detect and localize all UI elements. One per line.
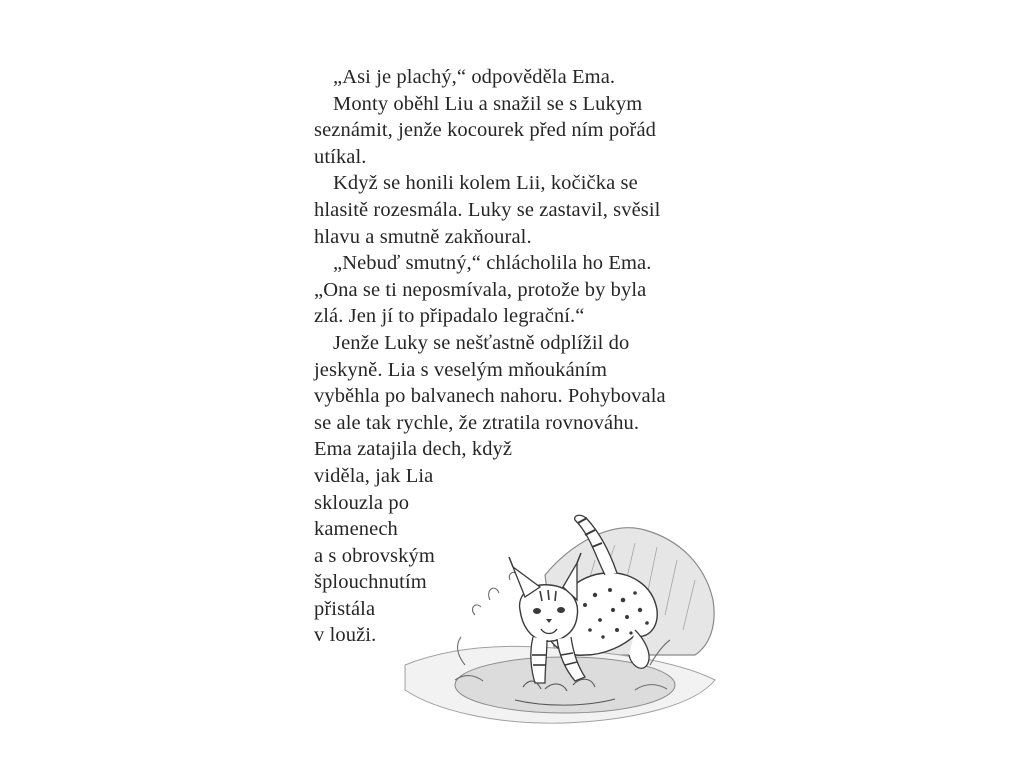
lynx-kitten-illustration [395, 505, 720, 730]
text-line: zlá. Jen jí to připadalo legrační.“ [314, 305, 585, 328]
text-line: jeskyně. Lia s veselým mňoukáním [314, 358, 607, 381]
left-ear-tuft [509, 557, 513, 567]
text-line: „Nebuď smutný,“ chlácholila ho Ema. [333, 252, 652, 275]
text-line: viděla, jak Lia [314, 464, 434, 487]
text-line: sklouzla po [314, 491, 410, 514]
text-line: utíkal. [314, 145, 367, 168]
text-line: hlasitě rozesmála. Luky se zastavil, svěsil [314, 198, 661, 221]
kitten-right-eye [557, 607, 565, 613]
text-line: se ale tak rychle, že ztratila rovnováhu. [314, 411, 640, 434]
text-line: vyběhla po balvanech nahoru. Pohybovala [314, 385, 666, 408]
text-line: seznámit, jenže kocourek před ním pořád [314, 119, 657, 142]
text-line: „Asi je plachý,“ odpověděla Ema. [333, 66, 616, 88]
text-line: Ema zatajila dech, když [314, 438, 513, 461]
text-line: Monty oběhl Liu a snažil se s Lukym [333, 92, 643, 115]
text-line: kamenech [314, 518, 398, 541]
kitten-front-leg-left [531, 637, 547, 683]
text-line: hlavu a smutně zakňoural. [314, 225, 532, 248]
text-line: v louži. [314, 624, 377, 647]
text-line: a s obrovským [314, 544, 435, 567]
kitten-left-eye [533, 608, 541, 614]
text-line: „Ona se ti neposmívala, protože by byla [314, 278, 647, 301]
text-line: Když se honili kolem Lii, kočička se [333, 172, 638, 195]
text-line: šplouchnutím [314, 571, 427, 594]
text-line: přistála [314, 597, 376, 620]
text-line: Jenže Luky se nešťastně odplížil do [333, 331, 630, 354]
